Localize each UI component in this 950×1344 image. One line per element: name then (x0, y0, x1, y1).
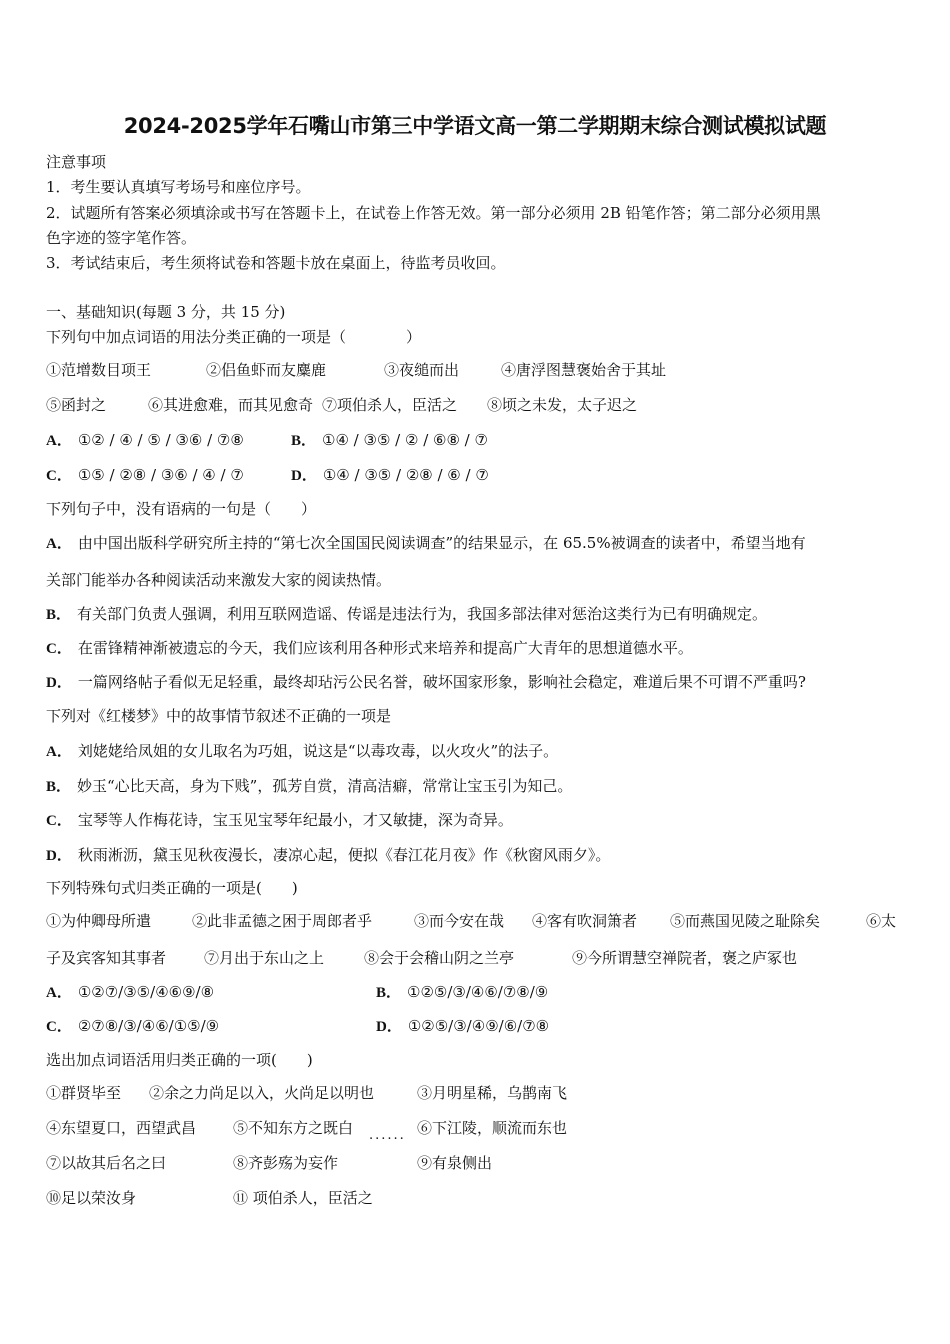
q5-item: ③月明星稀，乌鹊南飞 (417, 1084, 568, 1102)
q5-row2 (46, 1118, 568, 1143)
notice-item-2: 2．试题所有答案必须填涂或书写在答题卡上，在试卷上作答无效。第一部分必须用 2B 铅笔作答；第二部分必须用黑 (46, 204, 821, 222)
q4-items-row1 (46, 911, 896, 931)
q4-option-b: B． ①②⑤/③/④⑥/⑦⑧/⑨ (376, 983, 549, 1001)
q5-item: ⑧齐彭殇为妄作 (233, 1154, 339, 1172)
q1-item: ⑧顷之未发，太子迟之 (487, 396, 638, 414)
notice-item-1: 1．考生要认真填写考场号和座位序号。 (46, 178, 311, 196)
notice-heading: 注意事项 (46, 153, 107, 171)
q5-item: ⑥下江陵，顺流而东也 (417, 1119, 568, 1137)
q4-option-a: A． ①②⑦/③⑤/④⑥⑨/⑧ (46, 983, 215, 1001)
q1-options-row2 (46, 465, 489, 486)
q3-option-c: C． 宝琴等人作梅花诗，宝玉见宝琴年纪最小，才又敏捷，深为奇异。 (46, 811, 513, 829)
q4-item: ⑨今所谓慧空禅院者，褒之庐冢也 (572, 949, 798, 967)
q2-option-a-cont: 关部门能举办各种阅读活动来激发大家的阅读热情。 (46, 571, 392, 589)
q5-item: ④东望夏口，西望武昌 (46, 1119, 197, 1137)
section-heading: 一、基础知识(每题 3 分，共 15 分) (46, 303, 286, 321)
q4-item: ④客有吹洞箫者 (532, 912, 638, 930)
q4-options-row2 (46, 1016, 549, 1037)
q5-item: ⑩足以荣汝身 (46, 1189, 137, 1207)
q4-item: ⑦月出于东山之上 (204, 949, 325, 967)
q5-item: ①群贤毕至 (46, 1084, 122, 1102)
q2-option-b: B． 有关部门负责人强调，利用互联网造谣、传谣是违法行为，我国多部法律对惩治这类行为已有明确规定。 (46, 605, 768, 623)
q1-option-a: A． ①② / ④ / ⑤ / ③⑥ / ⑦⑧ (46, 431, 244, 449)
q4-item: ③而今安在哉 (414, 912, 505, 930)
q5-item: ⑦以故其后名之曰 (46, 1154, 167, 1172)
q4-stem: 下列特殊句式归类正确的一项是( ) (46, 879, 298, 897)
q1-items-row2 (46, 395, 637, 415)
q2-option-c: C． 在雷锋精神渐被遗忘的今天，我们应该利用各种形式来培养和提高广大青年的思想道德水平。 (46, 639, 693, 657)
q5-item: ⑤不知东方之既白 (233, 1119, 354, 1137)
q1-item: ④唐浮图慧褒始舍于其址 (501, 361, 667, 379)
q5-row3 (46, 1153, 492, 1173)
q2-option-a: A． 由中国出版科学研究所主持的“第七次全国国民阅读调查”的结果显示，在 65.5%被调查的读者中，希望当地有 (46, 534, 806, 552)
q4-item: ①为仲卿母所遣 (46, 912, 152, 930)
q4-option-d: D． ①②⑤/③/④⑨/⑥/⑦⑧ (376, 1017, 550, 1035)
q1-items-row1 (46, 360, 666, 380)
q3-option-a: A． 刘姥姥给凤姐的女儿取名为巧姐，说这是“以毒攻毒，以火攻火”的法子。 (46, 742, 559, 760)
q3-option-d: D． 秋雨淅沥，黛玉见秋夜漫长，凄凉心起，便拟《春江花月夜》作《秋窗风雨夕》。 (46, 846, 611, 864)
q1-option-c: C． ①⑤ / ②⑧ / ③⑥ / ④ / ⑦ (46, 466, 244, 484)
q4-item: ②此非孟德之困于周郎者乎 (192, 912, 373, 930)
q4-item: ⑧会于会稽山阴之兰亭 (364, 949, 515, 967)
notice-item-3: 3．考试结束后，考生须将试卷和答题卡放在桌面上，待监考员收回。 (46, 254, 506, 272)
document-title: 2024-2025学年石嘴山市第三中学语文高一第二学期期末综合测试模拟试题 (123, 114, 827, 138)
q5-stem: 选出加点词语活用归类正确的一项( ) (46, 1051, 313, 1069)
q1-item: ③夜缒而出 (384, 361, 460, 379)
q4-item: ⑥太 (866, 912, 897, 930)
q2-option-d: D． 一篇网络帖子看似无足轻重，最终却玷污公民名誉，破坏国家形象，影响社会稳定，难道后果不可谓不严重吗? (46, 673, 806, 691)
q1-stem: 下列句中加点词语的用法分类正确的一项是（ ） (46, 328, 422, 346)
q4-item: ⑤而燕国见陵之耻除矣 (670, 912, 821, 930)
q4-items-row2 (46, 948, 797, 968)
q3-stem: 下列对《红楼梦》中的故事情节叙述不正确的一项是 (46, 707, 392, 725)
q2-stem: 下列句子中，没有语病的一句是（ ） (46, 500, 317, 518)
q5-item: ⑨有泉侧出 (417, 1154, 493, 1172)
q1-item: ⑥其进愈难，而其见愈奇 (148, 396, 314, 414)
emphasis-dots: ...... (369, 1128, 406, 1143)
q1-item: ②侣鱼虾而友麋鹿 (206, 361, 327, 379)
q4-options-row1 (46, 982, 548, 1003)
q1-option-b: B． ①④ / ③⑤ / ② / ⑥⑧ / ⑦ (291, 431, 488, 449)
q5-row4 (46, 1188, 373, 1208)
q1-option-d: D． ①④ / ③⑤ / ②⑧ / ⑥ / ⑦ (291, 466, 489, 484)
q1-item: ⑦项伯杀人，臣活之 (322, 396, 458, 414)
q5-item: ②余之力尚足以入，火尚足以明也 (149, 1084, 375, 1102)
q4-option-c: C． ②⑦⑧/③/④⑥/①⑤/⑨ (46, 1017, 220, 1035)
q1-item: ①范增数目项王 (46, 361, 152, 379)
q1-item: ⑤函封之 (46, 396, 107, 414)
q4-item: 子及宾客知其事者 (46, 949, 167, 967)
q5-row1 (46, 1083, 567, 1103)
q3-option-b: B． 妙玉“心比天高，身为下贱”，孤芳自赏，清高洁癖，常常让宝玉引为知己。 (46, 777, 573, 795)
q5-item: ⑪ 项伯杀人，臣活之 (233, 1189, 373, 1207)
notice-item-2-cont: 色字迹的签字笔作答。 (46, 229, 197, 247)
q1-options-row1 (46, 430, 488, 451)
